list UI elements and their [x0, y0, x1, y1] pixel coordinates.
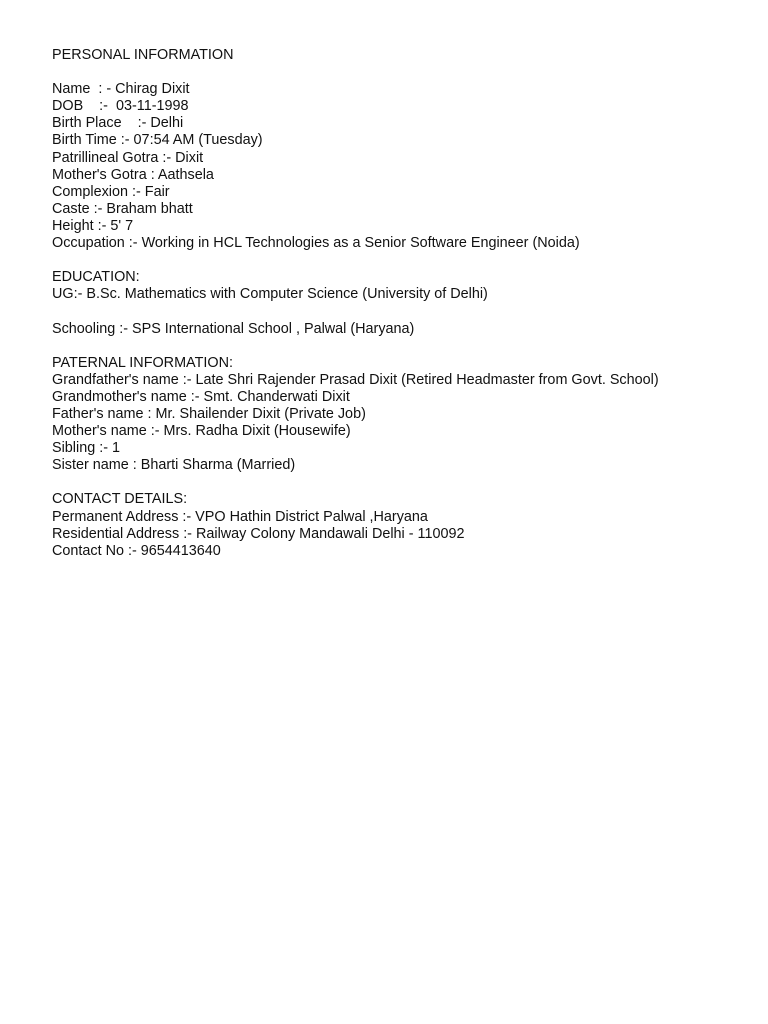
permanent-address-line: Permanent Address :- VPO Hathin District Palwal ,Haryana — [52, 508, 428, 525]
dob-line: DOB :- 03-11-1998 — [52, 98, 189, 115]
complexion-line: Complexion :- Fair — [52, 183, 170, 200]
blank-line — [52, 338, 752, 355]
contact-details-heading: CONTACT DETAILS: — [52, 491, 188, 508]
caste-line: Caste :- Braham bhatt — [52, 200, 193, 217]
grandmother-line: Grandmother's name :- Smt. Chanderwati Dixit — [52, 388, 350, 405]
blank-line — [52, 474, 752, 491]
paternal-info-heading: PATERNAL INFORMATION: — [52, 354, 233, 371]
personal-info-heading: PERSONAL INFORMATION — [52, 47, 234, 63]
birth-time-line: Birth Time :- 07:54 AM (Tuesday) — [52, 132, 263, 149]
blank-line — [52, 64, 752, 81]
blank-line — [52, 303, 752, 320]
sibling-line: Sibling :- 1 — [52, 440, 120, 457]
birth-place-line: Birth Place :- Delhi — [52, 115, 184, 132]
occupation-line: Occupation :- Working in HCL Technologies as a Senior Software Engineer (Noida) — [52, 235, 580, 252]
mother-line: Mother's name :- Mrs. Radha Dixit (Housewife) — [52, 423, 351, 440]
contact-number-line: Contact No :- 9654413640 — [52, 542, 221, 559]
ug-line: UG:- B.Sc. Mathematics with Computer Science (University of Delhi) — [52, 286, 488, 303]
height-line: Height :- 5' 7 — [52, 217, 134, 234]
education-heading: EDUCATION: — [52, 269, 140, 286]
residential-address-line: Residential Address :- Railway Colony Mandawali Delhi - 110092 — [52, 525, 465, 542]
sister-line: Sister name : Bharti Sharma (Married) — [52, 457, 296, 474]
biodata-document — [52, 47, 752, 560]
schooling-line: Schooling :- SPS International School , Palwal (Haryana) — [52, 320, 415, 337]
father-line: Father's name : Mr. Shailender Dixit (Private Job) — [52, 405, 366, 422]
patrilineal-gotra-line: Patrillineal Gotra :- Dixit — [52, 149, 204, 166]
grandfather-line: Grandfather's name :- Late Shri Rajender Prasad Dixit (Retired Headmaster from Govt. School) — [52, 371, 659, 388]
blank-line — [52, 252, 752, 269]
mothers-gotra-line: Mother's Gotra : Aathsela — [52, 166, 214, 183]
name-line: Name : - Chirag Dixit — [52, 81, 190, 98]
